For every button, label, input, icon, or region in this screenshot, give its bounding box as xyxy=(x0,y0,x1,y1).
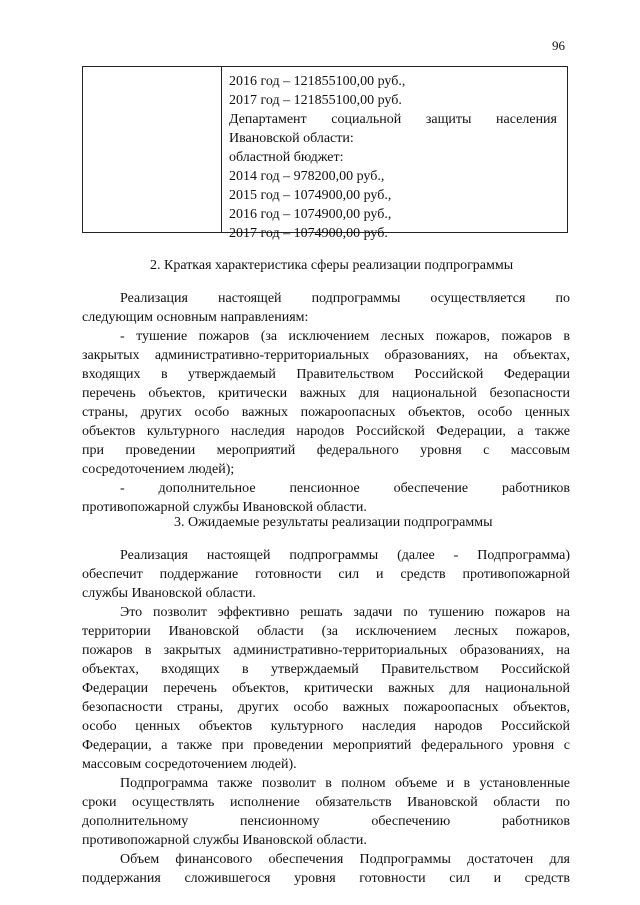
paragraph-line: Федерации перечень объектов, критически важных для национальной xyxy=(82,681,570,696)
paragraph-line: безопасности страны, других особо важных пожароопасных объектов, xyxy=(82,700,570,715)
table-line: Ивановской области: xyxy=(229,131,354,146)
table-line: 2017 год – 121855100,00 руб. xyxy=(229,93,402,108)
paragraph-line: территории Ивановской области (за исключением лесных пожаров, xyxy=(82,624,570,639)
paragraph-line: - дополнительное пенсионное обеспечение работников xyxy=(120,481,570,496)
table-line: 2017 год – 1074900,00 руб. xyxy=(229,226,388,241)
table-line: 2014 год – 978200,00 руб., xyxy=(229,169,385,184)
table-cell-financing xyxy=(229,72,557,243)
page-number: 96 xyxy=(552,38,565,53)
paragraph-line: объектах, входящих в утверждаемый Правительством Российской xyxy=(82,662,570,677)
section-3-heading: 3. Ожидаемые результаты реализации подпрограммы xyxy=(174,515,493,530)
section-2-body xyxy=(82,289,570,517)
section-3-body xyxy=(82,546,570,888)
paragraph-line: Это позволит эффективно решать задачи по тушению пожаров на xyxy=(120,605,570,620)
paragraph-line: противопожарной службы Ивановской области. xyxy=(82,500,367,515)
paragraph-line: закрытых административно-территориальных образованиях, на объектах, xyxy=(82,348,570,363)
paragraph-line: Реализация настоящей подпрограммы (далее - Подпрограмма) xyxy=(120,548,570,563)
paragraph-line: - тушение пожаров (за исключением лесных пожаров, пожаров в xyxy=(120,329,570,344)
paragraph-line: входящих в утверждаемый Правительством Российской Федерации xyxy=(82,367,570,382)
paragraph-line: сосредоточением людей); xyxy=(82,462,235,477)
paragraph-line: массовым сосредоточением людей). xyxy=(82,757,297,772)
table-line: 2016 год – 121855100,00 руб., xyxy=(229,74,406,89)
paragraph-line: Подпрограмма также позволит в полном объеме и в установленные xyxy=(120,776,570,791)
paragraph-line: особо ценных объектов культурного наследия народов Российской xyxy=(82,719,570,734)
paragraph-line: обеспечит поддержание готовности сил и средств противопожарной xyxy=(82,567,570,582)
paragraph-line: следующим основным направлениям: xyxy=(82,310,309,325)
paragraph-line: поддержания сложившегося уровня готовности сил и средств xyxy=(82,871,570,886)
paragraph-line: Объем финансового обеспечения Подпрограммы достаточен для xyxy=(120,852,570,867)
paragraph-line: страны, других особо важных пожароопасных объектов, особо ценных xyxy=(82,405,570,420)
paragraph-line: пожаров в закрытых административно-территориальных образованиях, на xyxy=(82,643,570,658)
table-line: областной бюджет: xyxy=(229,150,344,165)
paragraph-line: противопожарной службы Ивановской области. xyxy=(82,833,367,848)
paragraph-line: перечень объектов, критически важных для национальной безопасности xyxy=(82,386,570,401)
financing-table xyxy=(82,66,568,241)
paragraph-line: при проведении мероприятий федерального уровня с массовым xyxy=(82,443,570,458)
paragraph-line: объектов культурного наследия народов Российской Федерации, а также xyxy=(82,424,570,439)
table-column-divider xyxy=(221,67,222,232)
table-line: 2016 год – 1074900,00 руб., xyxy=(229,207,392,222)
paragraph-line: сроки осуществлять исполнение обязательств Ивановской области по xyxy=(82,795,570,810)
table-line: Департамент социальной защиты населения xyxy=(229,112,557,127)
paragraph-line: Реализация настоящей подпрограммы осуществляется по xyxy=(120,291,570,306)
table-line: 2015 год – 1074900,00 руб., xyxy=(229,188,392,203)
paragraph-line: службы Ивановской области. xyxy=(82,586,256,601)
paragraph-line: Федерации, а также при проведении мероприятий федерального уровня с xyxy=(82,738,570,753)
paragraph-line: дополнительному пенсионному обеспечению работников xyxy=(82,814,570,829)
section-2-heading: 2. Краткая характеристика сферы реализации подпрограммы xyxy=(150,258,514,273)
